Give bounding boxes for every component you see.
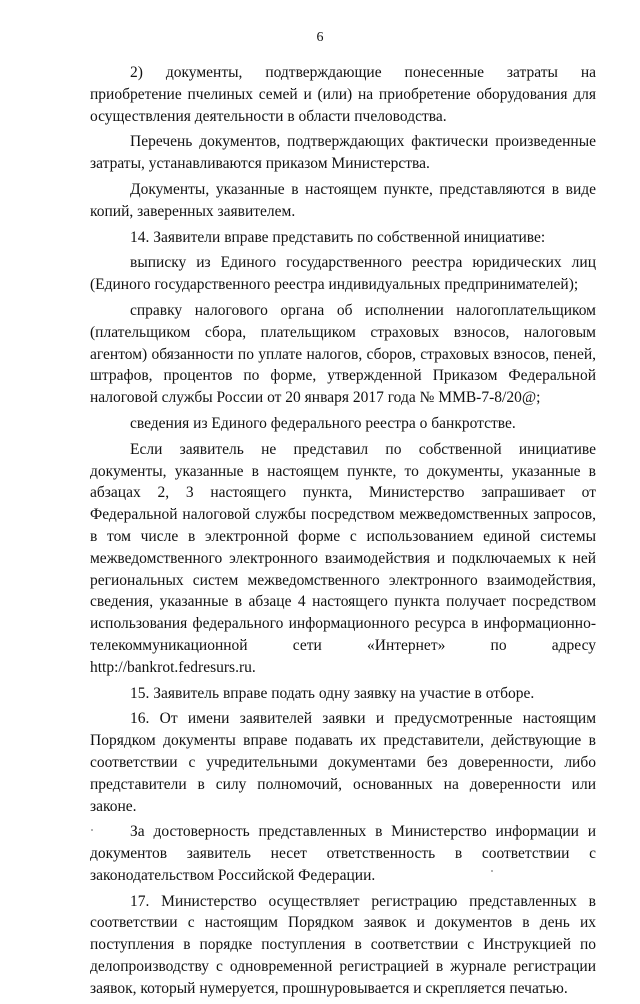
paragraph-item-15: 15. Заявитель вправе подать одну заявку на участие в отборе. (130, 684, 535, 702)
paragraph-responsibility: За достоверность представленных в Министерство информации и документов заявитель несет ответственность в соответствии с законодательством Российской Федерации. (90, 823, 596, 884)
paragraph-registry-extract: выписку из Единого государственного реестра юридических лиц (Единого государственного реестра индивидуальных предпринимателей); (90, 254, 596, 294)
paragraph-documents-list: Перечень документов, подтверждающих фактически произведенные затраты, устанавливаются приказом Министерства. (90, 133, 596, 173)
paragraph-item-16: 16. От имени заявителей заявки и предусмотренные настоящим Порядком документы вправе подавать их представители, действующие в соответствии с учредительными документами без доверенности, либо представители в силу полномочий, основанных на доверенности или законе. (90, 710, 596, 815)
paragraph-item-17: 17. Министерство осуществляет регистрацию представленных в соответствии с настоящим Порядком заявок и документов в день их поступления в порядке поступления в соответствии с Инструкцией по делопроизводству с одновременной регистрацией в журнале регистрации заявок, который нумеруется, прошнуровывается и скрепляется печатью. (90, 892, 596, 997)
paragraph-item-14: 14. Заявители вправе представить по собственной инициативе: (130, 228, 546, 246)
paragraph-bankruptcy-info: сведения из Единого федерального реестра о банкротстве. (130, 414, 516, 432)
paragraph-tax-certificate: справку налогового органа об исполнении налогоплательщиком (плательщиком сбора, плательщиком страховых взносов, налоговым агентом) обязанности по уплате налогов, сборов, страховых взносов, пеней, штрафов, процентов по форме, утвержденной Приказом Федеральной налоговой службы России от 20 января 2017 года № ММВ-7-8/20@; (90, 301, 596, 407)
paragraph-documents-expenses: 2) документы, подтверждающие понесенные затраты на приобретение пчелиных семей и (или) на приобретение оборудования для осуществления деятельности в области пчеловодства. (90, 64, 596, 125)
scan-speck-left (91, 829, 93, 831)
paragraph-copies: Документы, указанные в настоящем пункте, представляются в виде копий, заверенных заявителем. (90, 180, 596, 220)
scan-speck-right (491, 870, 493, 872)
page-number: 6 (316, 30, 324, 45)
paragraph-interagency-requests: Если заявитель не представил по собственной инициативе документы, указанные в настоящем пункте, то документы, указанные в абзацах 2, 3 настоящего пункта, Министерство запрашивает от Федеральной налоговой службы посредством межведомственных запросов, в том числе в электронной форме с использованием единой системы межведомственного электронного взаимодействия и подключаемых к ней региональных систем межведомственного электронного взаимодействия, сведения, указанные в абзаце 4 настоящего пункта получает посредством использования федерального информационного ресурса в информационно-телекоммуникационной сети «Интернет» по адресу http://bankrot.fedresurs.ru. (90, 440, 596, 676)
document-body (90, 62, 596, 1004)
